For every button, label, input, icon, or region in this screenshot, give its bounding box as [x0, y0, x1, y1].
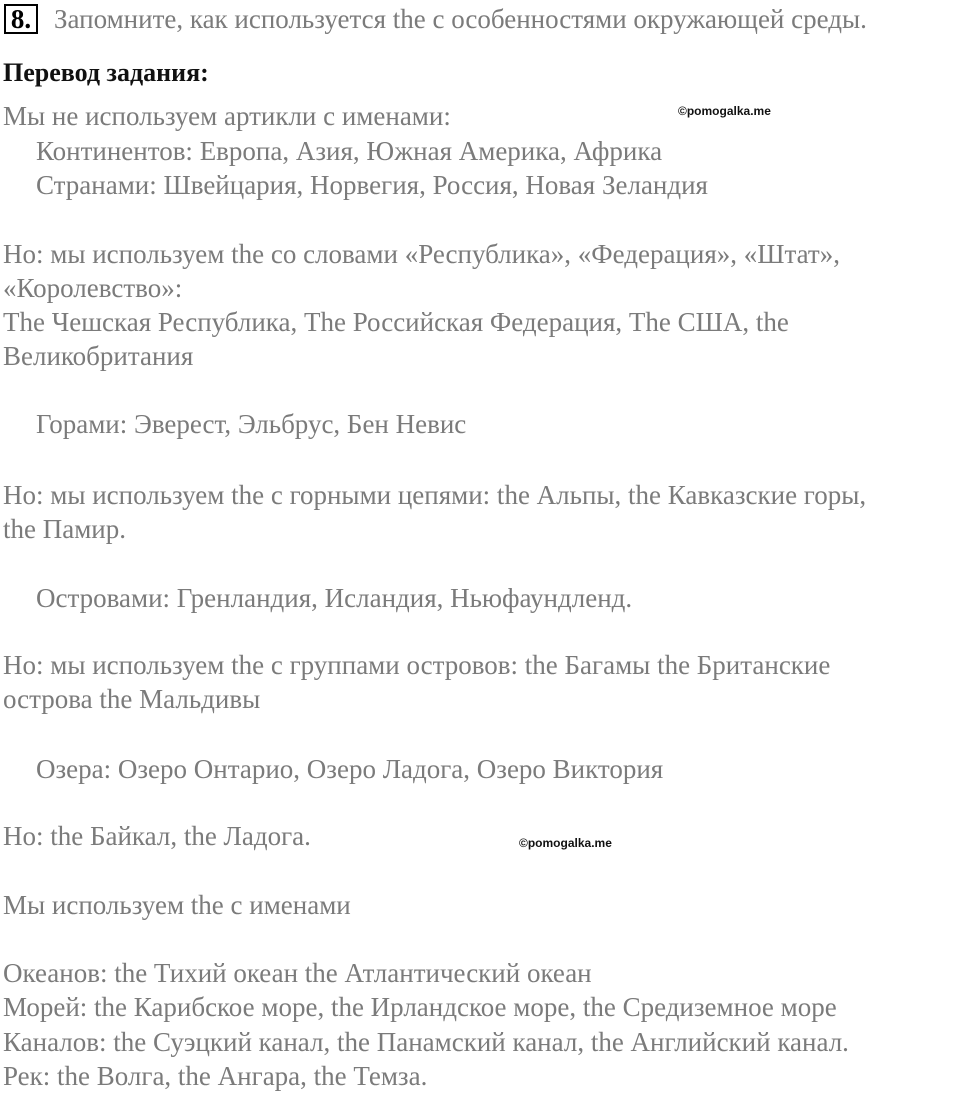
text-line-continents: Континентов: Европа, Азия, Южная Америка, Африка: [36, 136, 663, 166]
text-line-rivers: Рек: the Волга, the Ангара, the Темза.: [3, 1061, 428, 1091]
text-line-ranges-rule: Но: мы используем the с горными цепями: the Альпы, the Кавказские горы,: [3, 480, 867, 510]
text-line-seas: Морей: the Карибское море, the Ирландское море, the Средиземное море: [3, 992, 837, 1022]
text-line-examples: The Чешская Республика, The Российская Федерация, The США, the: [3, 307, 789, 337]
text-line-oceans: Океанов: the Тихий океан the Атлантический океан: [3, 958, 592, 988]
text-line-canals: Каналов: the Суэцкий канал, the Панамский канал, the Английский канал.: [3, 1027, 849, 1057]
text-line-mountains: Горами: Эверест, Эльбрус, Бен Невис: [36, 409, 467, 439]
watermark-top: ©pomogalka.me: [678, 104, 771, 118]
text-line-island-groups: Но: мы используем the с группами островов: the Багамы the Британские: [3, 650, 831, 680]
text-line-examples-cont: Великобритания: [3, 341, 194, 371]
translation-heading: Перевод задания:: [3, 58, 209, 87]
text-line-lakes: Озера: Озеро Онтарио, Озеро Ладога, Озеро Виктория: [36, 754, 664, 784]
text-line-intro: Мы не используем артикли с именами:: [3, 101, 451, 131]
text-line-names-intro: Мы используем the с именами: [3, 890, 351, 920]
text-line-kingdom: «Королевство»:: [3, 273, 183, 303]
task-instruction: Запомните, как используется the с особенностями окружающей среды.: [54, 4, 867, 34]
task-number: 8.: [4, 4, 38, 34]
text-line-countries: Странами: Швейцария, Норвегия, Россия, Новая Зеландия: [36, 170, 708, 200]
watermark-middle: ©pomogalka.me: [519, 836, 612, 850]
text-line-island-groups-cont: острова the Мальдивы: [3, 684, 261, 714]
text-line-lakes-exception: Но: the Байкал, the Ладога.: [3, 821, 311, 851]
text-line-islands: Островами: Гренландия, Исландия, Ньюфаундленд.: [36, 583, 633, 613]
text-line-ranges-cont: the Памир.: [3, 514, 127, 544]
text-line-republic-rule: Но: мы используем the со словами «Республика», «Федерация», «Штат»,: [3, 239, 840, 269]
